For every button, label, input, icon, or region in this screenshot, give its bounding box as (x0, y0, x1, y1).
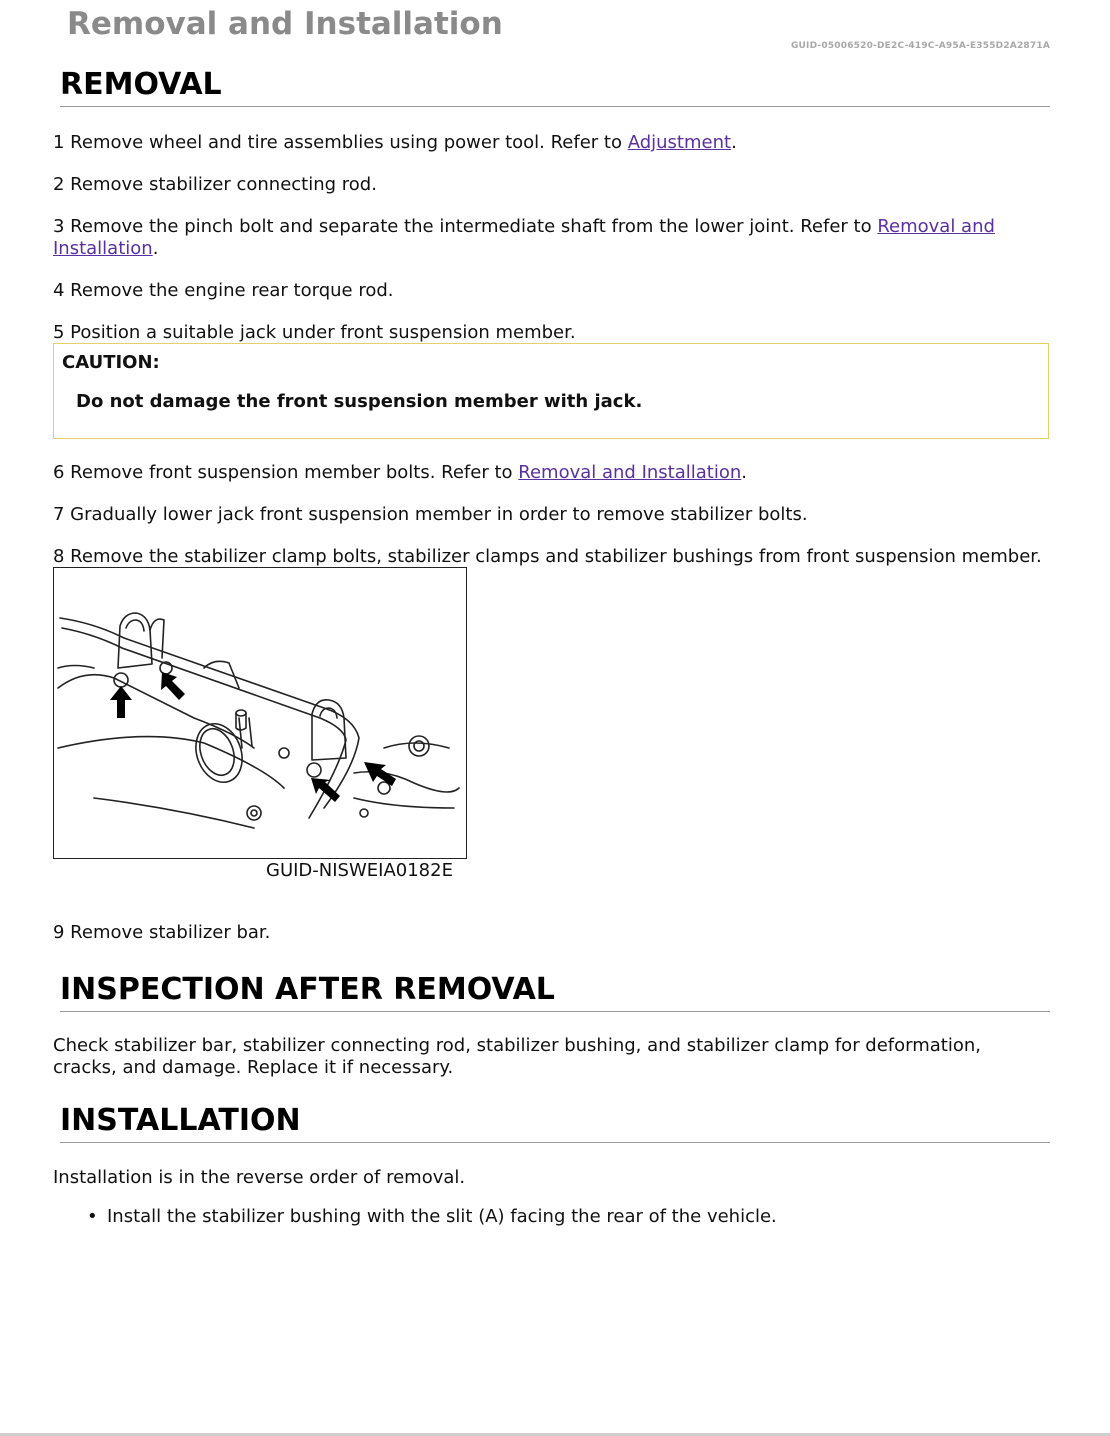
inspection-text: Check stabilizer bar, stabilizer connecting rod, stabilizer bushing, and stabilizer clamp for deformation, cracks, and damage. Replace it if necessary. (53, 1035, 982, 1078)
removal-installation-link-1[interactable]: Removal and Installation (53, 216, 995, 259)
stabilizer-clamp-illustration (53, 567, 467, 859)
page-title: Removal and Installation (67, 6, 503, 42)
installation-heading: INSTALLATION (60, 1100, 1050, 1143)
installation-text: Installation is in the reverse order of removal. (53, 1167, 466, 1188)
step-5: 5 Position a suitable jack under front suspension member. (53, 322, 576, 343)
adjustment-link[interactable]: Adjustment (627, 132, 732, 153)
step-9: 9 Remove stabilizer bar. (53, 922, 271, 943)
illustration-drawing (54, 568, 466, 858)
installation-bullet: Install the stabilizer bushing with the slit (A) facing the rear of the vehicle. (107, 1206, 777, 1227)
document-guid: GUID-05006520-DE2C-419C-A95A-E355D2A2871A (790, 41, 1050, 51)
removal-installation-link-2[interactable]: Removal and Installation (518, 462, 742, 483)
figure-caption: GUID-NISWEIA0182E (266, 860, 453, 881)
step-2: 2 Remove stabilizer connecting rod. (53, 174, 377, 195)
step-8: 8 Remove the stabilizer clamp bolts, stabilizer clamps and stabilizer bushings from front suspension member. (53, 546, 1042, 567)
removal-heading: REMOVAL (60, 64, 1050, 107)
step-1: 1 Remove wheel and tire assemblies using power tool. Refer to Adjustment. (53, 132, 737, 153)
caution-text: Do not damage the front suspension member with jack. (76, 391, 643, 412)
step-6: 6 Remove front suspension member bolts. Refer to Removal and Installation. (53, 462, 748, 483)
step-4: 4 Remove the engine rear torque rod. (53, 280, 394, 301)
step-3: 3 Remove the pinch bolt and separate the intermediate shaft from the lower joint. Refer to Removal and Installation. (53, 216, 995, 259)
inspection-heading: INSPECTION AFTER REMOVAL (60, 969, 1050, 1012)
caution-title: CAUTION: (62, 352, 160, 373)
caution-box (53, 343, 1049, 439)
bullet-dot: • (87, 1206, 98, 1227)
step-7: 7 Gradually lower jack front suspension member in order to remove stabilizer bolts. (53, 504, 808, 525)
